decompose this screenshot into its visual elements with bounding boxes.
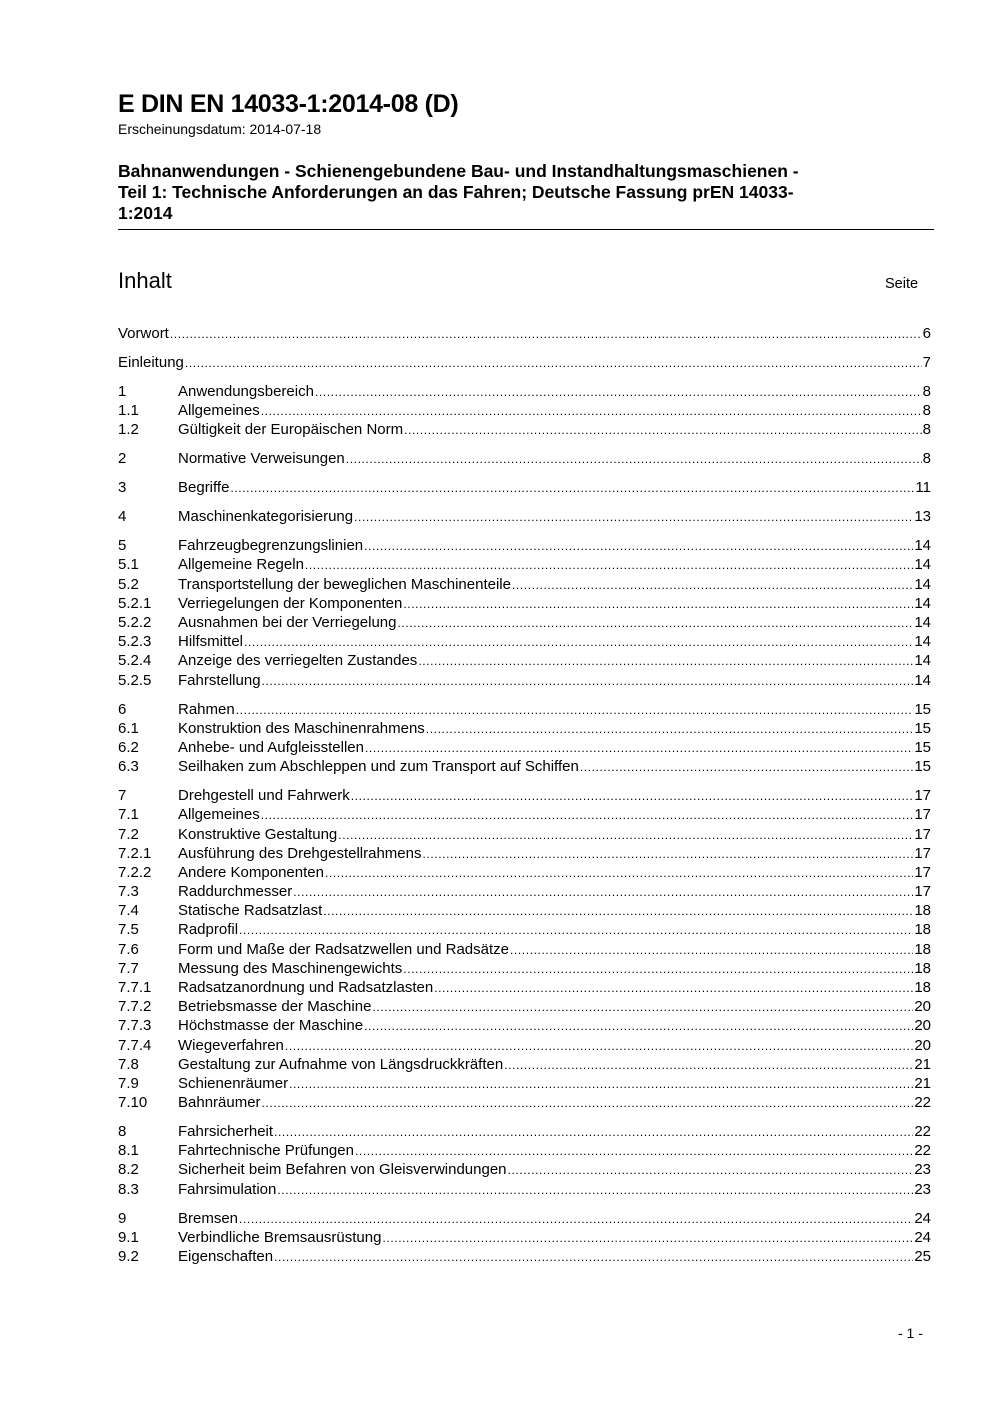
toc-entry[interactable] [118, 613, 931, 632]
toc-entry[interactable] [118, 997, 931, 1016]
toc-dot-leader [239, 1209, 913, 1229]
toc-entry-number: 1.1 [118, 402, 139, 420]
toc-entry[interactable] [118, 805, 931, 824]
toc-dot-leader [293, 882, 913, 902]
toc-dot-leader [397, 613, 913, 633]
toc-entry-number: 7.2.1 [118, 844, 152, 862]
toc-dot-leader [274, 1122, 913, 1142]
toc-dot-leader [289, 1074, 913, 1094]
toc-entry-page: 18 [914, 979, 931, 996]
toc-entry[interactable] [118, 757, 931, 776]
toc-entry-number: 3 [118, 479, 127, 497]
toc-entry-number: 7.7.2 [118, 998, 152, 1016]
toc-entry-title: Allgemeine Regeln [178, 556, 304, 574]
toc-group [118, 449, 931, 468]
toc-entry-page: 13 [914, 508, 931, 526]
toc-entry-title: Ausführung des Drehgestellrahmens [178, 844, 422, 862]
toc-entry-number: 5.2.1 [118, 594, 152, 612]
toc-dot-leader [315, 382, 922, 402]
toc-entry-title: Wiegeverfahren [178, 1036, 284, 1054]
page-column-label: Seite [885, 276, 919, 292]
document-title [118, 161, 918, 224]
toc-heading: Inhalt [118, 268, 172, 293]
toc-entry-page: 17 [914, 806, 931, 824]
toc-entry-title: Normative Verweisungen [178, 450, 345, 468]
toc-entry[interactable] [118, 324, 931, 343]
toc-dot-leader [285, 1036, 913, 1056]
toc-dot-leader [364, 536, 913, 556]
toc-entry-number: 7.5 [118, 921, 139, 939]
toc-entry-title: Hilfsmittel [178, 633, 244, 651]
toc-entry-number: 7.4 [118, 902, 139, 920]
toc-entry-page: 8 [922, 421, 931, 439]
toc-entry-page: 18 [914, 959, 931, 977]
toc-entry[interactable] [118, 632, 931, 651]
toc-entry-title: Raddurchmesser [178, 883, 293, 901]
toc-entry-title: Statische Radsatzlast [178, 902, 323, 920]
toc-entry[interactable] [118, 1247, 931, 1266]
title-line: 1:2014 [118, 203, 173, 223]
toc-entry-page: 17 [914, 863, 931, 881]
toc-entry-title: Verriegelungen der Komponenten [178, 594, 403, 612]
toc-entry[interactable] [118, 882, 931, 901]
toc-entry-title: Sicherheit beim Befahren von Gleisverwindungen [178, 1161, 507, 1179]
toc-entry-page: 17 [914, 787, 931, 805]
toc-entry-title: Allgemeines [178, 806, 260, 824]
toc-dot-leader [261, 401, 922, 421]
toc-dot-leader [230, 478, 914, 498]
toc-entry[interactable] [118, 536, 931, 555]
toc-group [118, 1209, 931, 1267]
toc-entry[interactable] [118, 920, 931, 939]
title-line: Bahnanwendungen - Schienengebundene Bau- und Instandhaltungsmaschienen - [118, 161, 799, 181]
toc-dot-leader [434, 978, 913, 998]
toc-entry-title: Radsatzanordnung und Radsatzlasten [178, 979, 434, 996]
toc-dot-leader [261, 805, 914, 825]
toc-entry-title: Gültigkeit der Europäischen Norm [178, 421, 404, 439]
toc-entry-page: 14 [914, 594, 931, 612]
toc-entry-title: Gestaltung zur Aufnahme von Längsdruckkräften [178, 1055, 504, 1073]
toc-entry-title: Schienenräumer [178, 1074, 289, 1092]
toc-entry-page: 17 [914, 883, 931, 901]
toc-dot-leader [277, 1180, 913, 1200]
toc-dot-leader [244, 632, 913, 652]
toc-entry[interactable] [118, 671, 931, 690]
toc-entry-page: 17 [914, 825, 931, 843]
toc-entry-title: Radprofil [178, 921, 239, 939]
toc-entry-page: 22 [914, 1123, 931, 1141]
toc-entry-number: 5.2.4 [118, 652, 152, 670]
toc-entry-page: 8 [922, 402, 931, 420]
toc-entry-number: 6.2 [118, 738, 139, 756]
toc-entry-title: Drehgestell und Fahrwerk [178, 787, 350, 805]
toc-dot-leader [239, 920, 913, 940]
toc-dot-leader [354, 507, 913, 527]
toc-entry-number: 7.10 [118, 1094, 148, 1112]
toc-entry-page: 23 [914, 1180, 931, 1198]
toc-entry-page: 14 [914, 633, 931, 651]
toc-entry[interactable] [118, 959, 931, 978]
toc-dot-leader [580, 757, 914, 777]
toc-entry-page: 15 [914, 700, 931, 718]
toc-dot-leader [262, 1093, 914, 1113]
toc-entry-title: Anwendungsbereich [178, 382, 314, 400]
toc-entry-number: 7.7.1 [118, 979, 152, 996]
toc-entry-number: 8.2 [118, 1161, 139, 1179]
toc-entry-number: 4 [118, 508, 127, 526]
toc-entry[interactable] [118, 786, 931, 805]
toc-entry[interactable] [118, 863, 931, 882]
toc-dot-leader [365, 738, 913, 758]
toc-entry-number: 5.2 [118, 575, 139, 593]
toc-group [118, 536, 931, 690]
toc-entry-title: Eigenschaften [178, 1248, 274, 1266]
toc-dot-leader [355, 1141, 913, 1161]
toc-entry-page: 17 [914, 844, 931, 862]
toc-dot-leader [351, 786, 914, 806]
toc-entry-page: 18 [914, 921, 931, 939]
toc-dot-leader [170, 324, 922, 344]
toc-entry-number: 6.1 [118, 719, 139, 737]
toc-entry[interactable] [118, 1160, 931, 1179]
toc-entry-title: Andere Komponenten [178, 863, 324, 881]
toc-dot-leader [422, 844, 913, 864]
toc-entry-number: 9.2 [118, 1248, 139, 1266]
toc-dot-leader [236, 700, 914, 720]
toc-entry-page: 20 [914, 1017, 931, 1035]
toc-dot-leader [512, 575, 913, 595]
toc-entry-page: 8 [922, 450, 931, 468]
toc-entry-number: 5.2.5 [118, 671, 152, 689]
toc-group [118, 507, 931, 526]
toc-entry[interactable] [118, 1228, 931, 1247]
toc-group [118, 382, 931, 440]
toc-entry-title: Begriffe [178, 479, 230, 497]
toc-entry-title: Höchstmasse der Maschine [178, 1017, 364, 1035]
toc-entry-number: 1 [118, 382, 127, 400]
toc-dot-leader [403, 594, 913, 614]
toc-entry[interactable] [118, 382, 931, 401]
toc-entry-page: 22 [914, 1094, 931, 1112]
toc-dot-leader [338, 825, 913, 845]
toc-entry[interactable] [118, 420, 931, 439]
toc-entry[interactable] [118, 401, 931, 420]
toc-entry-title: Bremsen [178, 1209, 239, 1227]
toc-entry[interactable] [118, 825, 931, 844]
toc-dot-leader [364, 1016, 913, 1036]
toc-entry-number: 6 [118, 700, 127, 718]
toc-entry-title: Betriebsmasse der Maschine [178, 998, 372, 1016]
toc-entry-number: 7.7.3 [118, 1017, 152, 1035]
toc-dot-leader [305, 555, 913, 575]
toc-entry-number: 6.3 [118, 758, 139, 776]
toc-dot-leader [382, 1228, 913, 1248]
toc-entry-number: 7.1 [118, 806, 139, 824]
toc-entry[interactable] [118, 353, 931, 372]
toc-entry[interactable] [118, 651, 931, 670]
toc-entry-page: 14 [914, 575, 931, 593]
toc-entry-page: 15 [914, 738, 931, 756]
toc-entry-number: 1.2 [118, 421, 139, 439]
toc-group [118, 700, 931, 777]
toc-entry-title: Maschinenkategorisierung [178, 508, 354, 526]
toc-dot-leader [403, 959, 913, 979]
toc-entry[interactable] [118, 719, 931, 738]
toc-entry-number: 9.1 [118, 1228, 139, 1246]
toc-group [118, 353, 931, 372]
toc-dot-leader [418, 651, 913, 671]
toc-entry-title: Anzeige des verriegelten Zustandes [178, 652, 418, 670]
toc-entry-title: Fahrsimulation [178, 1180, 277, 1198]
toc-dot-leader [372, 997, 913, 1017]
toc-entry-number: 7.8 [118, 1055, 139, 1073]
toc-entry-page: 24 [914, 1209, 931, 1227]
toc-entry-page: 14 [914, 556, 931, 574]
toc-entry[interactable] [118, 940, 931, 959]
toc-entry-page: 14 [914, 537, 931, 555]
toc-entry-page: 21 [914, 1055, 931, 1073]
toc-entry[interactable] [118, 1122, 931, 1141]
toc-entry-title: Bahnräumer [178, 1094, 261, 1112]
toc-entry-number: 7.2.2 [118, 863, 152, 881]
toc-entry[interactable] [118, 1055, 931, 1074]
table-of-contents [118, 324, 931, 1276]
toc-entry-number: 5.1 [118, 556, 139, 574]
toc-dot-leader [404, 420, 922, 440]
toc-dot-leader [426, 719, 914, 739]
toc-dot-leader [508, 1160, 914, 1180]
toc-dot-leader [262, 671, 914, 691]
toc-entry-page: 15 [914, 758, 931, 776]
toc-entry-title: Einleitung [118, 353, 184, 371]
toc-entry[interactable] [118, 507, 931, 526]
toc-dot-leader [323, 901, 913, 921]
toc-entry-page: 22 [914, 1142, 931, 1160]
toc-entry[interactable] [118, 594, 931, 613]
toc-entry-number: 5.2.2 [118, 614, 152, 632]
toc-entry[interactable] [118, 1016, 931, 1035]
toc-entry-number: 9 [118, 1209, 127, 1227]
toc-entry-number: 5.2.3 [118, 633, 152, 651]
toc-entry-page: 24 [914, 1228, 931, 1246]
toc-group [118, 324, 931, 343]
toc-entry-title: Konstruktive Gestaltung [178, 825, 338, 843]
toc-dot-leader [504, 1055, 913, 1075]
toc-entry-title: Verbindliche Bremsausrüstung [178, 1228, 382, 1246]
toc-entry-title: Anhebe- und Aufgleisstellen [178, 738, 364, 756]
toc-entry-number: 2 [118, 450, 127, 468]
toc-entry[interactable] [118, 1209, 931, 1228]
toc-entry[interactable] [118, 575, 931, 594]
toc-entry-number: 7.3 [118, 883, 139, 901]
toc-entry[interactable] [118, 555, 931, 574]
toc-entry-number: 8.3 [118, 1180, 139, 1198]
toc-entry[interactable] [118, 738, 931, 757]
toc-entry[interactable] [118, 1036, 931, 1055]
toc-entry-number: 7 [118, 787, 127, 805]
toc-entry[interactable] [118, 1093, 931, 1112]
toc-entry-page: 14 [914, 671, 931, 689]
toc-entry-title: Seilhaken zum Abschleppen und zum Transport auf Schiffen [178, 758, 579, 776]
toc-entry-number: 7.6 [118, 940, 139, 958]
toc-entry-title: Messung des Maschinengewichts [178, 959, 403, 977]
toc-dot-leader [346, 449, 922, 469]
toc-entry[interactable] [118, 978, 931, 997]
toc-entry-title: Konstruktion des Maschinenrahmens [178, 719, 425, 737]
publication-date: Erscheinungsdatum: 2014-07-18 [118, 121, 322, 137]
toc-dot-leader [185, 353, 922, 373]
toc-entry-number: 7.7 [118, 959, 139, 977]
title-divider [118, 229, 934, 230]
document-id: E DIN EN 14033-1:2014-08 (D) [118, 90, 459, 118]
toc-entry-number: 8.1 [118, 1142, 139, 1160]
toc-dot-leader [510, 940, 913, 960]
toc-entry[interactable] [118, 1180, 931, 1199]
toc-entry-page: 20 [914, 1036, 931, 1054]
toc-entry[interactable] [118, 901, 931, 920]
toc-entry-page: 20 [914, 998, 931, 1016]
toc-entry-number: 7.2 [118, 825, 139, 843]
toc-entry-number: 7.7.4 [118, 1036, 152, 1054]
toc-entry[interactable] [118, 700, 931, 719]
toc-entry-title: Fahrtechnische Prüfungen [178, 1142, 354, 1160]
toc-entry-page: 6 [922, 325, 931, 342]
toc-entry-title: Rahmen [178, 700, 235, 718]
toc-entry[interactable] [118, 1074, 931, 1093]
toc-dot-leader [274, 1247, 913, 1267]
toc-entry-title: Fahrstellung [178, 671, 261, 689]
toc-group [118, 478, 931, 497]
toc-entry-page: 14 [914, 652, 931, 670]
toc-entry[interactable] [118, 1141, 931, 1160]
toc-entry-title: Fahrsicherheit [178, 1123, 274, 1141]
toc-group [118, 1122, 931, 1199]
toc-entry[interactable] [118, 844, 931, 863]
toc-entry-page: 7 [922, 353, 931, 371]
toc-entry-number: 5 [118, 537, 127, 555]
toc-entry-page: 18 [914, 902, 931, 920]
toc-entry-title: Transportstellung der beweglichen Maschinenteile [178, 575, 511, 593]
toc-entry-page: 15 [914, 719, 931, 737]
toc-entry-title: Allgemeines [178, 402, 260, 420]
toc-entry-page: 14 [914, 614, 931, 632]
toc-group [118, 786, 931, 1112]
toc-entry-page: 8 [922, 382, 931, 400]
toc-entry-title: Vorwort [118, 325, 169, 342]
toc-entry-page: 21 [914, 1074, 931, 1092]
toc-entry-title: Fahrzeugbegrenzungslinien [178, 537, 364, 555]
toc-entry-page: 11 [915, 479, 931, 497]
toc-entry-number: 8 [118, 1123, 127, 1141]
toc-dot-leader [325, 863, 913, 883]
page-number: - 1 - [898, 1325, 923, 1341]
toc-entry-number: 7.9 [118, 1074, 139, 1092]
toc-entry[interactable] [118, 449, 931, 468]
toc-entry-page: 23 [914, 1161, 931, 1179]
toc-entry-page: 25 [914, 1248, 931, 1266]
toc-entry-title: Form und Maße der Radsatzwellen und Radsätze [178, 940, 509, 958]
toc-entry-page: 18 [914, 940, 931, 958]
toc-entry[interactable] [118, 478, 931, 497]
title-line: Teil 1: Technische Anforderungen an das Fahren; Deutsche Fassung prEN 14033- [118, 182, 794, 202]
toc-entry-title: Ausnahmen bei der Verriegelung [178, 614, 397, 632]
